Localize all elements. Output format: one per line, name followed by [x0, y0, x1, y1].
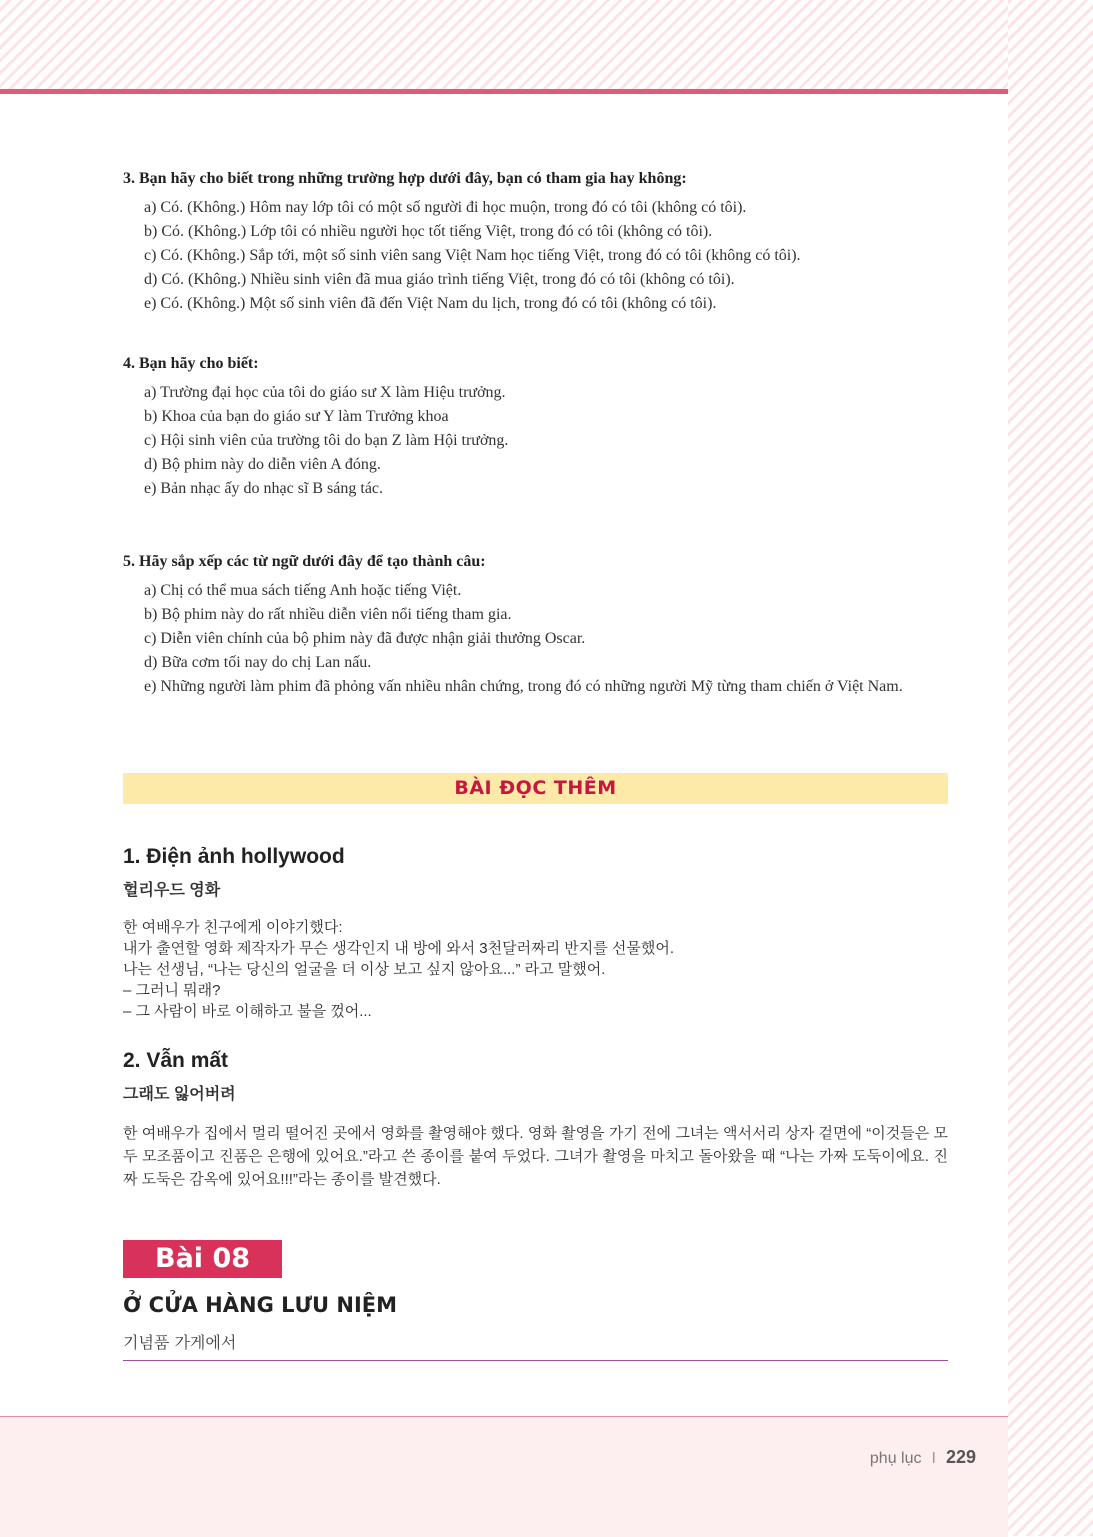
- exercise-4: [123, 355, 953, 501]
- exercise-list: [123, 381, 953, 501]
- lesson-divider: [123, 1360, 948, 1361]
- reading-line: 나는 선생님, “나는 당신의 얼굴을 더 이상 보고 싶지 않아요...” 라고 말했어.: [123, 961, 606, 978]
- footer-section: phụ lục: [869, 1450, 922, 1467]
- exercise-list: [123, 579, 953, 699]
- list-item: e) Những người làm phim đã phỏng vấn nhiều nhân chứng, trong đó có những người Mỹ từng tham chiến ở Việt Nam.: [144, 678, 903, 695]
- list-item: d) Bộ phim này do diễn viên A đóng.: [144, 456, 381, 473]
- list-item: b) Bộ phim này do rất nhiều diễn viên nổi tiếng tham gia.: [144, 606, 512, 623]
- reading-1: [123, 845, 948, 1022]
- exercise-heading: 5. Hãy sắp xếp các từ ngữ dưới đây để tạo thành câu:: [123, 553, 486, 570]
- header-rule: [0, 89, 1008, 94]
- lesson-title: Ở CỬA HÀNG LƯU NIỆM: [123, 1293, 398, 1317]
- decorative-stripe-right: [1008, 0, 1093, 1536]
- list-item: c) Diễn viên chính của bộ phim này đã được nhận giải thưởng Oscar.: [144, 630, 586, 647]
- reading-line: 한 여배우가 친구에게 이야기했다:: [123, 919, 343, 936]
- list-item: b) Khoa của bạn do giáo sư Y làm Trưởng khoa: [144, 408, 449, 425]
- reading-line: 내가 출연할 영화 제작자가 무슨 생각인지 내 방에 와서 3천달러짜리 반지를 선물했어.: [123, 940, 675, 957]
- exercise-heading: 4. Bạn hãy cho biết:: [123, 355, 259, 372]
- list-item: a) Trường đại học của tôi do giáo sư X làm Hiệu trưởng.: [144, 384, 506, 401]
- exercise-5: [123, 553, 953, 699]
- reading-subtitle: 그래도 잃어버려: [123, 1086, 236, 1103]
- list-item: c) Có. (Không.) Sắp tới, một số sinh viên sang Việt Nam học tiếng Việt, trong đó có tôi (không có tôi).: [144, 247, 801, 264]
- lesson-tag: Bài 08: [123, 1240, 282, 1278]
- list-item: a) Có. (Không.) Hôm nay lớp tôi có một số người đi học muộn, trong đó có tôi (không có tôi).: [144, 199, 747, 216]
- section-banner: BÀI ĐỌC THÊM: [123, 773, 948, 804]
- page-footer: [870, 1447, 976, 1468]
- reading-line: – 그 사람이 바로 이해하고 불을 껐어...: [123, 1003, 372, 1020]
- list-item: d) Có. (Không.) Nhiều sinh viên đã mua giáo trình tiếng Việt, trong đó có tôi (không có tôi).: [144, 271, 735, 288]
- list-item: d) Bữa cơm tối nay do chị Lan nấu.: [144, 654, 372, 671]
- exercise-3: [123, 170, 953, 316]
- list-item: a) Chị có thể mua sách tiếng Anh hoặc tiếng Việt.: [144, 582, 462, 599]
- reading-title: 2. Vẫn mất: [123, 1049, 229, 1072]
- reading-line: – 그러니 뭐래?: [123, 982, 221, 999]
- reading-paragraph: 한 여배우가 집에서 멀리 떨어진 곳에서 영화를 촬영해야 했다. 영화 촬영을 가기 전에 그녀는 액서서리 상자 겉면에 “이것들은 모두 모조품이고 진품은 은행에 있어요.”라고 쓴 종이를 붙여 두었다. 그녀가 촬영을 마치고 돌아왔을 때 “나는 가짜 도둑이에요. 진짜 도둑은 감옥에 있어요!!!”라는 종이를 발견했다.: [123, 1125, 948, 1188]
- reading-body: [123, 917, 948, 1022]
- page-number: 229: [945, 1447, 976, 1467]
- decorative-stripe-top: [0, 0, 1093, 90]
- lesson-subtitle: 기념품 가게에서: [123, 1333, 237, 1352]
- footer-band: [0, 1416, 1008, 1537]
- reading-title: 1. Điện ảnh hollywood: [123, 845, 345, 868]
- list-item: e) Có. (Không.) Một số sinh viên đã đến Việt Nam du lịch, trong đó có tôi (không có tôi).: [144, 295, 717, 312]
- list-item: c) Hội sinh viên của trường tôi do bạn Z làm Hội trưởng.: [144, 432, 509, 449]
- footer-separator: I: [931, 1450, 936, 1467]
- exercise-list: [123, 196, 953, 316]
- exercise-heading: 3. Bạn hãy cho biết trong những trường hợp dưới đây, bạn có tham gia hay không:: [123, 170, 687, 187]
- list-item: e) Bản nhạc ấy do nhạc sĩ B sáng tác.: [144, 480, 384, 497]
- reading-subtitle: 헐리우드 영화: [123, 882, 221, 899]
- list-item: b) Có. (Không.) Lớp tôi có nhiều người học tốt tiếng Việt, trong đó có tôi (không có tôi).: [144, 223, 713, 240]
- reading-2: [123, 1049, 948, 1191]
